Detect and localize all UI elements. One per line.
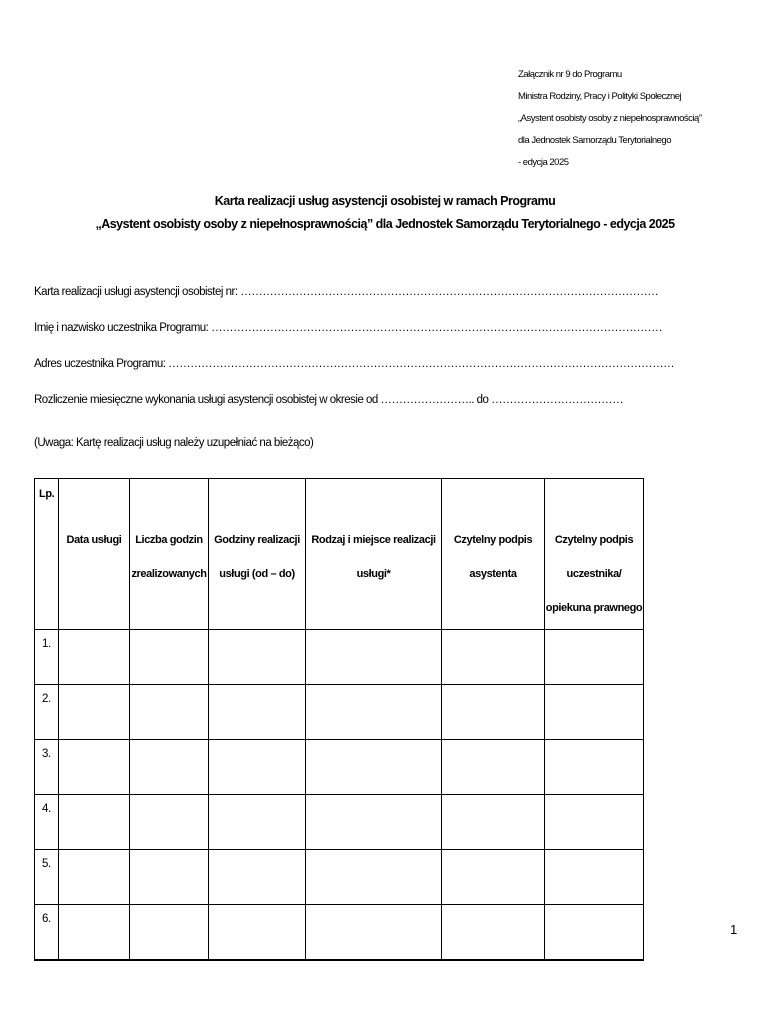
cell-hours-range[interactable] [209, 740, 306, 795]
cell-date[interactable] [59, 795, 130, 850]
header-lp: Lp. [35, 479, 59, 630]
participant-address-field: Adres uczestnika Programu: ………………………………………………………………………………………………………………………… [34, 358, 675, 370]
cell-hours-range[interactable] [209, 850, 306, 905]
header-hours-count: Liczba godzin zrealizowanych [130, 479, 209, 630]
row-number: 5. [35, 850, 59, 905]
row-number: 4. [35, 795, 59, 850]
cell-participant-signature[interactable] [545, 740, 644, 795]
header-assistant-signature: Czytelny podpis asystenta [442, 479, 545, 630]
table-row [35, 795, 644, 850]
cell-type-place[interactable] [306, 740, 442, 795]
row-number: 3. [35, 740, 59, 795]
table-row [35, 850, 644, 905]
header-type-place: Rodzaj i miejsce realizacji usługi* [306, 479, 442, 630]
attachment-line: Załącznik nr 9 do Programu [518, 69, 622, 80]
cell-hours-count[interactable] [130, 905, 209, 961]
cell-participant-signature[interactable] [545, 850, 644, 905]
table-row [35, 630, 644, 685]
cell-type-place[interactable] [306, 630, 442, 685]
cell-date[interactable] [59, 685, 130, 740]
cell-assistant-signature[interactable] [442, 905, 545, 961]
cell-hours-count[interactable] [130, 740, 209, 795]
cell-participant-signature[interactable] [545, 795, 644, 850]
cell-hours-count[interactable] [130, 850, 209, 905]
cell-date[interactable] [59, 905, 130, 961]
attachment-line: „Asystent osobisty osoby z niepełnosprawnością” [518, 113, 702, 124]
cell-assistant-signature[interactable] [442, 685, 545, 740]
cell-participant-signature[interactable] [545, 630, 644, 685]
cell-hours-count[interactable] [130, 795, 209, 850]
cell-participant-signature[interactable] [545, 685, 644, 740]
document-title [0, 190, 770, 236]
table-row [35, 685, 644, 740]
cell-hours-range[interactable] [209, 905, 306, 961]
cell-type-place[interactable] [306, 795, 442, 850]
title-line-2: „Asystent osobisty osoby z niepełnosprawnością” dla Jednostek Samorządu Terytorialnego - edycja 2025 [95, 217, 675, 231]
title-line-1: Karta realizacji usług asystencji osobistej w ramach Programu [214, 194, 556, 208]
attachment-line: - edycja 2025 [518, 157, 569, 168]
cell-hours-count[interactable] [130, 630, 209, 685]
cell-participant-signature[interactable] [545, 905, 644, 961]
attachment-line: dla Jednostek Samorządu Terytorialnego [518, 135, 671, 146]
form-fields [34, 286, 674, 430]
participant-name-field: Imię i nazwisko uczestnika Programu: …………………………………………………………………………………………………………… [34, 322, 663, 334]
row-number: 2. [35, 685, 59, 740]
header-participant-signature: Czytelny podpis uczestnika/ opiekuna prawnego [545, 479, 644, 630]
cell-date[interactable] [59, 740, 130, 795]
cell-date[interactable] [59, 850, 130, 905]
settlement-period-field: Rozliczenie miesięczne wykonania usługi asystencji osobistej w okresie od …………………….. do ……………………………… [34, 394, 624, 406]
card-number-field: Karta realizacji usługi asystencji osobistej nr: …………………………………………………………………………………………………… [34, 286, 659, 298]
cell-assistant-signature[interactable] [442, 795, 545, 850]
attachment-line: Ministra Rodziny, Pracy i Polityki Społecznej [518, 91, 682, 102]
cell-type-place[interactable] [306, 685, 442, 740]
row-number: 1. [35, 630, 59, 685]
table-row [35, 740, 644, 795]
header-date: Data usługi [59, 479, 130, 630]
table-header-row [35, 479, 644, 630]
cell-date[interactable] [59, 630, 130, 685]
header-hours-range: Godziny realizacji usługi (od – do) [209, 479, 306, 630]
cell-assistant-signature[interactable] [442, 630, 545, 685]
cell-hours-range[interactable] [209, 685, 306, 740]
attachment-header [518, 64, 702, 174]
cell-hours-range[interactable] [209, 795, 306, 850]
cell-hours-range[interactable] [209, 630, 306, 685]
page-number: 1 [730, 922, 738, 937]
cell-assistant-signature[interactable] [442, 850, 545, 905]
cell-type-place[interactable] [306, 850, 442, 905]
cell-type-place[interactable] [306, 905, 442, 961]
cell-hours-count[interactable] [130, 685, 209, 740]
service-table [34, 478, 644, 961]
table-row [35, 905, 644, 961]
cell-assistant-signature[interactable] [442, 740, 545, 795]
note-text: (Uwaga: Kartę realizacji usług należy uzupełniać na bieżąco) [34, 437, 314, 449]
row-number: 6. [35, 905, 59, 961]
